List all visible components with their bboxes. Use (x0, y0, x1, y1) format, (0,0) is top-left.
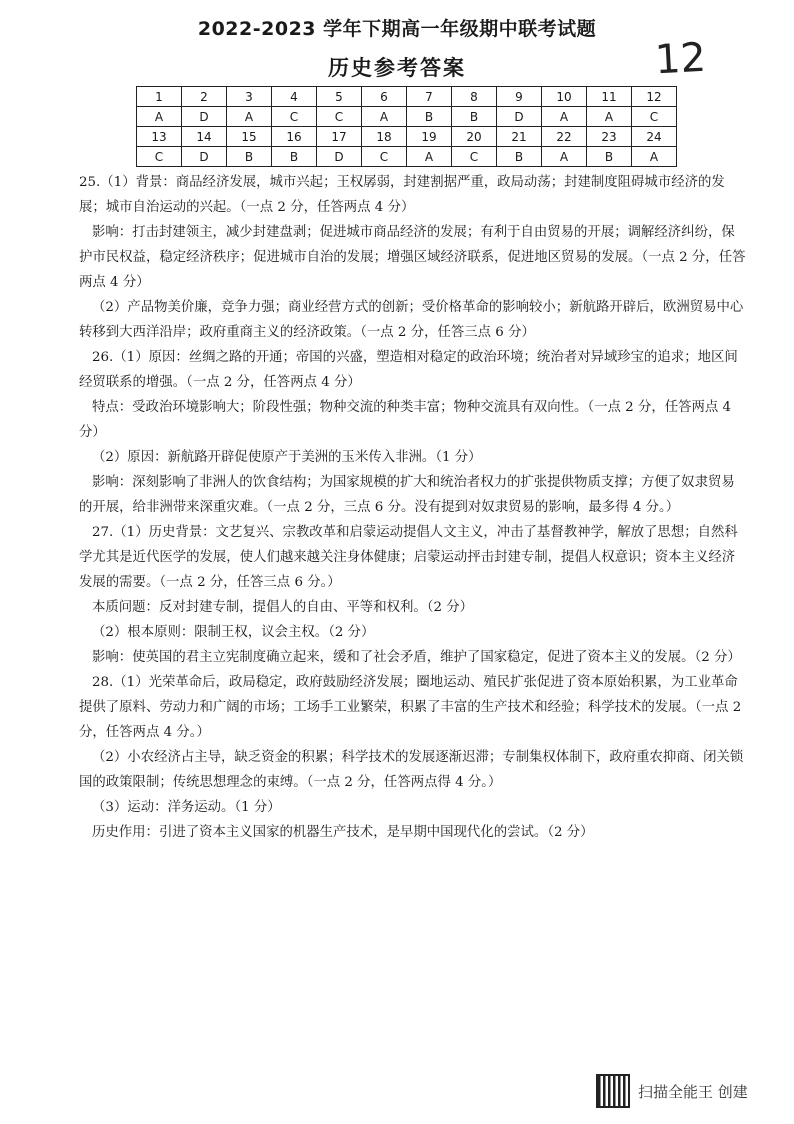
table-cell: 13 (137, 127, 182, 147)
table-cell: 24 (632, 127, 677, 147)
table-cell: 21 (497, 127, 542, 147)
answer-paragraph: 本质问题：反对封建专制，提倡人的自由、平等和权利。（2 分） (92, 600, 474, 615)
table-row (137, 107, 677, 127)
table-cell: 17 (317, 127, 362, 147)
table-cell: B (587, 147, 632, 167)
table-cell: 6 (362, 87, 407, 107)
table-cell: 19 (407, 127, 452, 147)
table-cell: A (362, 107, 407, 127)
page-title: 2022-2023 学年下期高一年级期中联考试题 (197, 18, 597, 40)
table-cell: 8 (452, 87, 497, 107)
table-cell: C (362, 147, 407, 167)
table-cell: C (272, 107, 317, 127)
answer-body (79, 170, 747, 845)
table-row (137, 87, 677, 107)
scanner-watermark (596, 1074, 748, 1108)
table-cell: 1 (137, 87, 182, 107)
table-cell: C (632, 107, 677, 127)
table-cell: 11 (587, 87, 632, 107)
table-cell: 10 (542, 87, 587, 107)
page-subtitle: 历史参考答案 (328, 56, 466, 80)
table-cell: 16 (272, 127, 317, 147)
table-cell: 22 (542, 127, 587, 147)
table-cell: D (497, 107, 542, 127)
table-cell: 18 (362, 127, 407, 147)
table-cell: A (632, 147, 677, 167)
table-cell: 3 (227, 87, 272, 107)
table-cell: A (542, 107, 587, 127)
table-cell: 2 (182, 87, 227, 107)
table-cell: D (317, 147, 362, 167)
qr-code-icon (596, 1074, 630, 1108)
answer-paragraph: （2）产品物美价廉，竞争力强；商业经营方式的创新；受价格革命的影响较小；新航路开辟后，欧洲贸易中心转移到大西洋沿岸；政府重商主义的经济政策。（一点 2 分，任答三点 6 分） (79, 300, 744, 340)
answer-paragraph: 历史作用：引进了资本主义国家的机器生产技术，是早期中国现代化的尝试。（2 分） (92, 825, 594, 840)
table-cell: B (452, 107, 497, 127)
answer-paragraph: 影响：使英国的君主立宪制度确立起来，缓和了社会矛盾，维护了国家稳定，促进了资本主义的发展。（2 分） (92, 650, 741, 665)
table-cell: A (587, 107, 632, 127)
answer-paragraph: 26.（1）原因：丝绸之路的开通；帝国的兴盛，塑造相对稳定的政治环境；统治者对异域珍宝的追求；地区间经贸联系的增强。（一点 2 分，任答两点 4 分） (79, 350, 738, 390)
table-cell: C (317, 107, 362, 127)
table-cell: C (452, 147, 497, 167)
scanner-label: 扫描全能王 创建 (638, 1082, 748, 1101)
handwritten-mark: 12 (653, 34, 708, 84)
table-cell: 4 (272, 87, 317, 107)
table-cell: 7 (407, 87, 452, 107)
table-cell: 14 (182, 127, 227, 147)
table-cell: 20 (452, 127, 497, 147)
table-cell: 23 (587, 127, 632, 147)
table-cell: B (497, 147, 542, 167)
table-cell: A (227, 107, 272, 127)
table-cell: B (272, 147, 317, 167)
table-cell: 15 (227, 127, 272, 147)
table-cell: D (182, 147, 227, 167)
answer-paragraph: 影响：深刻影响了非洲人的饮食结构；为国家规模的扩大和统治者权力的扩张提供物质支撑；方便了奴隶贸易的开展，给非洲带来深重灾难。（一点 2 分，三点 6 分。没有提到对奴隶贸易的影响，最多得 4 分。） (79, 475, 735, 515)
answer-table (136, 86, 677, 167)
answer-paragraph: 特点：受政治环境影响大；阶段性强；物种交流的种类丰富；物种交流具有双向性。（一点 2 分，任答两点 4 分） (79, 400, 732, 440)
answer-paragraph: （3）运动：洋务运动。（1 分） (92, 800, 281, 815)
table-row (137, 147, 677, 167)
answer-paragraph: 27.（1）历史背景：文艺复兴、宗教改革和启蒙运动提倡人文主义，冲击了基督教神学，解放了思想；自然科学尤其是近代医学的发展，使人们越来越关注身体健康；启蒙运动抨击封建专制，提倡人权意识；资本主义经济发展的需要。（一点 2 分，任答三点 6 分。） (79, 525, 738, 590)
answer-paragraph: 25.（1）背景：商品经济发展，城市兴起；王权孱弱，封建割据严重，政局动荡；封建制度阻碍城市经济的发展；城市自治运动的兴起。（一点 2 分，任答两点 4 分） (79, 175, 725, 215)
answer-paragraph: 影响：打击封建领主，减少封建盘剥；促进城市商品经济的发展；有利于自由贸易的开展；调解经济纠纷，保护市民权益，稳定经济秩序；促进城市自治的发展；增强区域经济联系，促进地区贸易的发展。（一点 2 分，任答两点 4 分） (79, 225, 746, 290)
answer-paragraph: （2）根本原则：限制王权，议会主权。（2 分） (92, 625, 375, 640)
table-row (137, 127, 677, 147)
table-cell: A (137, 107, 182, 127)
table-cell: C (137, 147, 182, 167)
table-cell: 9 (497, 87, 542, 107)
answer-paragraph: （2）原因：新航路开辟促使原产于美洲的玉米传入非洲。（1 分） (92, 450, 482, 465)
table-cell: A (407, 147, 452, 167)
answer-paragraph: （2）小农经济占主导，缺乏资金的积累；科学技术的发展逐渐迟滞；专制集权体制下，政府重农抑商、闭关锁国的政策限制；传统思想理念的束缚。（一点 2 分，任答两点得 4 分。） (79, 750, 744, 790)
table-cell: 5 (317, 87, 362, 107)
answer-paragraph: 28.（1）光荣革命后，政局稳定，政府鼓励经济发展；圈地运动、殖民扩张促进了资本原始积累，为工业革命提供了原料、劳动力和广阔的市场；工场手工业繁荣，积累了丰富的生产技术和经验；科学技术的发展。（一点 2 分，任答两点 4 分。） (79, 675, 742, 740)
table-cell: B (227, 147, 272, 167)
table-cell: D (182, 107, 227, 127)
table-cell: B (407, 107, 452, 127)
table-cell: 12 (632, 87, 677, 107)
table-cell: A (542, 147, 587, 167)
